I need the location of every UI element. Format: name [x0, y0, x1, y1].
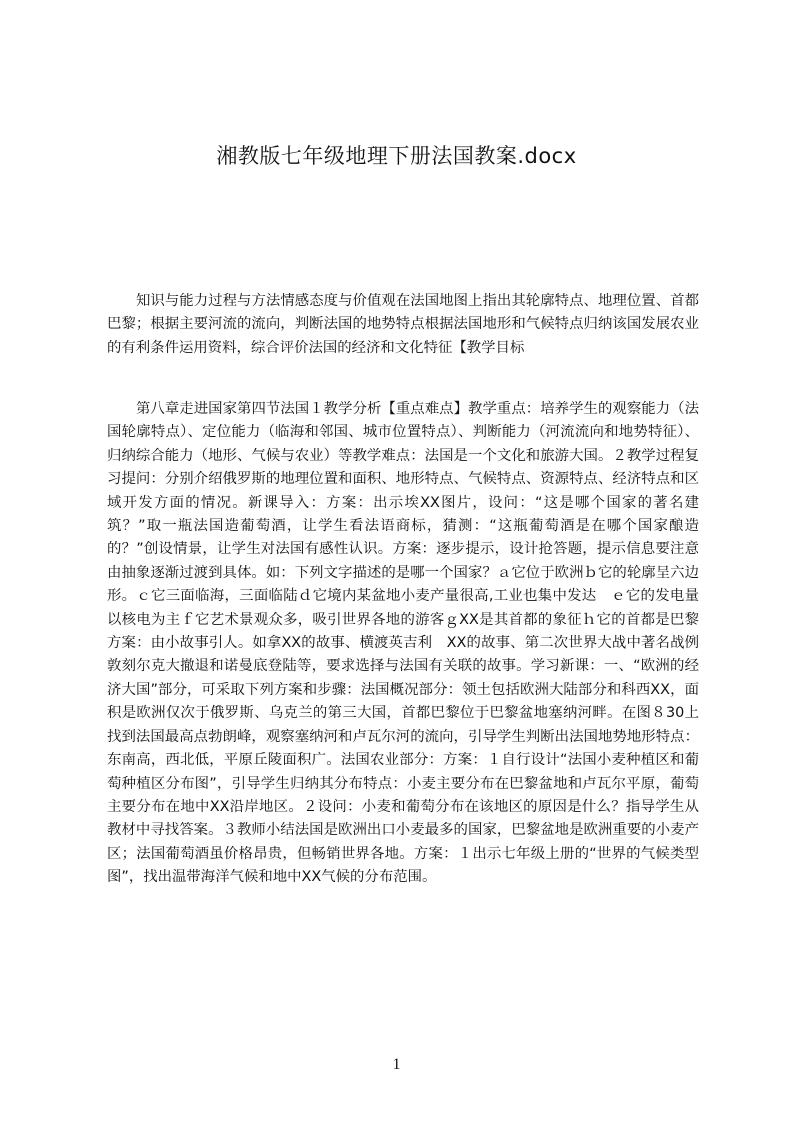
paragraph-objectives: 知识与能力过程与方法情感态度与价值观在法国地图上指出其轮廓特点、地理位置、首都巴黎；根据主要河流的流向，判断法国的地势特点根据法国地形和气候特点归纳该国发展农业的有利条件运用资料，综合评价法国的经济和文化特征【教学目标 — [107, 293, 699, 356]
document-title: 湘教版七年级地理下册法国教案.docx — [216, 144, 577, 168]
page-number: 1 — [392, 1056, 401, 1073]
paragraph-lesson-plan: 第八章走进国家第四节法国１教学分析【重点难点】教学重点：培养学生的观察能力（法国轮廓特点）、定位能力（临海和邻国、城市位置特点）、判断能力（河流流向和地势特征）、归纳综合能力（地形、气候与农业）等教学难点：法国是一个文化和旅游大国。２教学过程复习提问：分别介绍俄罗斯的地理位置和面积、地形特点、气候特点、资源特点、经济特点和区域开发方面的情况。新课导入：方案：出示埃XX图片，设问：“这是哪个国家的著名建筑？”取一瓶法国造葡萄酒，让学生看法语商标，猜测：“这瓶葡萄酒是在哪个国家酿造的？”创设情景，让学生对法国有感性认识。方案：逐步提示，设计抢答题，提示信息要注意由抽象逐渐过渡到具体。如：下列文字描述的是哪一个国家？ａ它位于欧洲ｂ它的轮廓呈六边形。ｃ它三面临海，三面临陆ｄ它境内某盆地小麦产量很高,工业也集中发达 ｅ它的发电量以核电为主ｆ它艺术景观众多，吸引世界各地的游客ｇXX是其首都的象征ｈ它的首都是巴黎方案：由小故事引人。如拿XX的故事、横渡英吉利 XX的故事、第二次世界大战中著名战例敦刻尔克大撤退和诺曼底登陆等，要求选择与法国有关联的故事。学习新课：一、“欧洲的经济大国”部分，可采取下列方案和步骤：法国概况部分：领土包括欧洲大陆部分和科西XX，面积是欧洲仅次于俄罗斯、乌克兰的第三大国，首都巴黎位于巴黎盆地塞纳河畔。在图８30上找到法国最高点勃朗峰，观察塞纳河和卢瓦尔河的流向，引导学生判断出法国地势地形特点：东南高，西北低，平原丘陵面积广。法国农业部分：方案：１自行设计“法国小麦种植区和葡萄种植区分布图”，引导学生归纳其分布特点：小麦主要分布在巴黎盆地和卢瓦尔平原，葡萄主要分布在地中XX沿岸地区。２设问：小麦和葡萄分布在该地区的原因是什么？指导学生从教材中寻找答案。３教师小结法国是欧洲出口小麦最多的国家，巴黎盆地是欧洲重要的小麦产区；法国葡萄酒虽价格昂贵，但畅销世界各地。方案：１出示七年级上册的“世界的气候类型图”，找出温带海洋气候和地中XX气候的分布范围。 — [107, 401, 699, 886]
